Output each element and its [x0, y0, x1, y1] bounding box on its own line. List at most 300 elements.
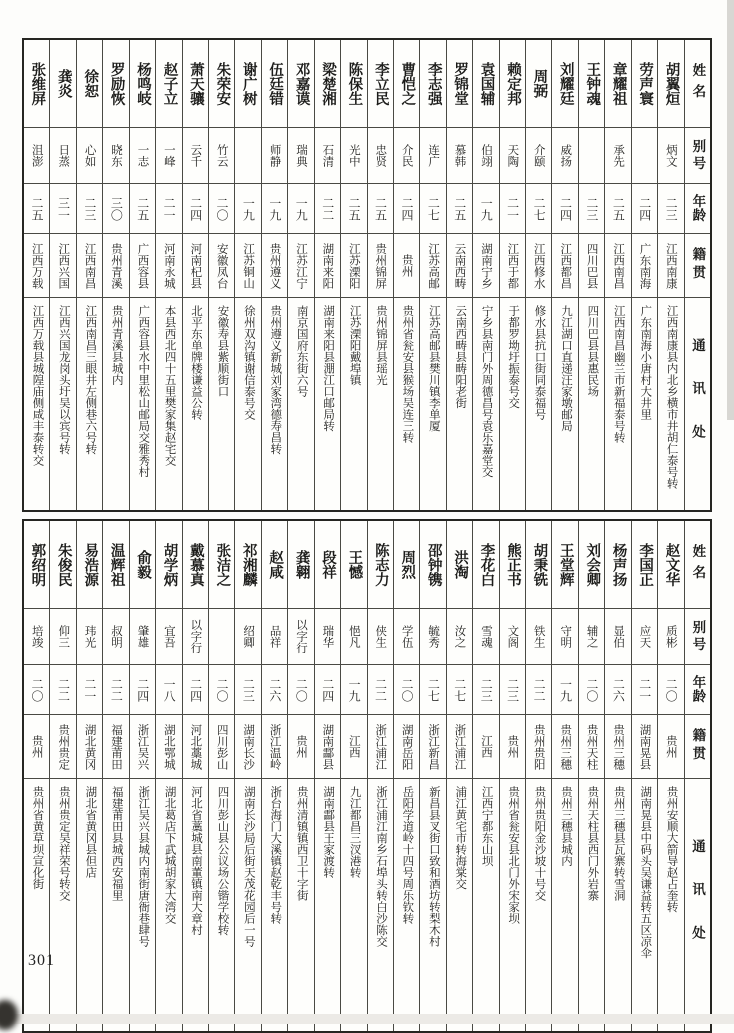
scan-artifact-right-edge	[727, 0, 734, 420]
entry-column	[287, 521, 313, 1031]
address-cell: 湖南长沙局后街天茂花园后一号	[242, 786, 255, 947]
name-cell: 劳声寰	[632, 40, 657, 128]
entry-column	[525, 521, 551, 1031]
address-cell: 江西兴国龙岗头圩吴以宾号转	[57, 305, 70, 455]
name-cell: 赵咸	[262, 521, 287, 609]
name-cell: 李立民	[368, 40, 393, 128]
entry-column	[604, 40, 630, 510]
age-cell: 二〇	[658, 665, 683, 715]
header-native: 籍贯	[685, 715, 710, 779]
name-cell: 胡翼烜	[658, 40, 683, 128]
name-cell: 张洁之	[209, 521, 234, 609]
address-cell: 浙江浦江南乡石埠头转白沙陈交	[374, 786, 387, 947]
entry-column	[340, 521, 366, 1031]
entry-column	[367, 40, 393, 510]
alt-name-cell: 竹云	[209, 128, 234, 184]
name-cell: 邵钟镌	[420, 521, 445, 609]
address-cell: 贵州青溪县城内	[110, 305, 123, 386]
age-cell: 二四	[552, 184, 577, 234]
header-age: 年龄	[685, 184, 710, 234]
alt-name-cell: 学伍	[394, 609, 419, 665]
entry-column	[234, 521, 260, 1031]
entry-column	[314, 40, 340, 510]
alt-name-cell: 介民	[394, 128, 419, 184]
address-cell: 贵州锦屏县瑶光	[374, 305, 387, 386]
age-cell: 二五	[341, 184, 366, 234]
alt-name-cell: 一峰	[156, 128, 181, 184]
native-place-cell: 贵州天柱	[579, 715, 604, 779]
native-place-cell: 浙江浦江	[447, 715, 472, 779]
name-cell: 胡学炳	[156, 521, 181, 609]
address-cell: 新昌县叉街口致和酒坊转梨木村	[427, 786, 440, 947]
name-cell: 赵子立	[156, 40, 181, 128]
age-cell: 二一	[632, 665, 657, 715]
entry-column	[24, 40, 49, 510]
native-place-cell: 湖南长沙	[235, 715, 260, 779]
scan-artifact-bottom-edge	[0, 1014, 734, 1024]
age-cell: 一九	[552, 665, 577, 715]
age-cell: 二一	[500, 184, 525, 234]
header-address: 通讯处	[690, 338, 706, 468]
alt-name-cell: 守明	[552, 609, 577, 665]
age-cell: 一九	[262, 184, 287, 234]
age-cell: 三一	[50, 184, 75, 234]
name-cell: 祁湘麟	[235, 521, 260, 609]
page-number: 301	[28, 952, 55, 969]
address-cell: 贵州省瓮安县猴场吴连三转	[401, 305, 414, 443]
age-cell: 二二	[368, 665, 393, 715]
native-place-cell: 四川彭山	[209, 715, 234, 779]
entry-column	[208, 40, 234, 510]
native-place-cell: 江西南康	[658, 234, 683, 298]
name-cell: 刘会卿	[579, 521, 604, 609]
alt-name-cell: 沮澎	[24, 128, 49, 184]
address-cell: 徐州双沟镇谢信泰号交	[242, 305, 255, 420]
address-cell: 本县西北四十五里樊家集赵宅交	[163, 305, 176, 466]
address-cell: 贵州贵定吴祥荣号转交	[57, 786, 70, 901]
directory-table-bottom	[22, 519, 712, 1033]
native-place-cell: 江西兴国	[50, 234, 75, 298]
entry-column	[234, 40, 260, 510]
header-address: 通讯处	[690, 839, 706, 969]
name-cell: 熊正书	[500, 521, 525, 609]
age-cell: 二〇	[209, 665, 234, 715]
name-cell: 杨声扬	[605, 521, 630, 609]
address-cell: 浦江黄宅市转海棠交	[454, 786, 467, 890]
native-place-cell: 江苏高邮	[420, 234, 445, 298]
alt-name-cell: 肇雄	[130, 609, 155, 665]
native-place-cell: 贵州三穗	[605, 715, 630, 779]
name-cell: 陈志力	[368, 521, 393, 609]
address-cell: 安徽寿县紫顺街口	[216, 305, 229, 397]
address-cell: 浙台海门大溪镇赵乾丰号转	[269, 786, 282, 924]
age-cell: 一九	[473, 184, 498, 234]
native-place-cell: 浙江浦江	[368, 715, 393, 779]
alt-name-cell: 介颐	[526, 128, 551, 184]
native-place-cell: 贵州贵定	[50, 715, 75, 779]
address-cell: 九江湖口直递汪家墩邮局	[559, 305, 572, 432]
entry-column	[287, 40, 313, 510]
scan-artifact-corner-smudge	[0, 1000, 18, 1030]
native-place-cell: 广西容县	[130, 234, 155, 298]
address-cell: 广东南海小唐村大井里	[639, 305, 652, 420]
alt-name-cell: 炳文	[658, 128, 683, 184]
name-cell: 罗锦堂	[447, 40, 472, 128]
native-place-cell: 浙江新昌	[420, 715, 445, 779]
header-age: 年龄	[685, 665, 710, 715]
age-cell: 二〇	[394, 665, 419, 715]
address-cell: 贵州贵阳金沙坡十号交	[533, 786, 546, 901]
header-name: 姓名	[685, 40, 710, 128]
entry-column	[208, 521, 234, 1031]
age-cell: 二五	[130, 184, 155, 234]
native-place-cell: 贵州青溪	[103, 234, 128, 298]
alt-name-cell: 品祥	[262, 609, 287, 665]
name-cell: 戴慕真	[183, 521, 208, 609]
address-cell: 江苏溧阳戴埠镇	[348, 305, 361, 386]
alt-name-cell: 一志	[130, 128, 155, 184]
address-cell: 湖南晃县中码头吴谦益转五区凉伞	[639, 786, 652, 959]
entry-column	[419, 521, 445, 1031]
address-cell: 贵州清镇镇西卫十字街	[295, 786, 308, 901]
age-cell: 二七	[420, 665, 445, 715]
name-cell: 王钟魂	[579, 40, 604, 128]
alt-name-cell: 伯翊	[473, 128, 498, 184]
address-cell: 广西容县水中里松山邮局交雅秀村	[137, 305, 150, 478]
name-cell: 赖定邦	[500, 40, 525, 128]
address-cell: 湖南来阳县淜江口邮局转	[322, 305, 335, 432]
alt-name-cell: 以字行	[288, 609, 313, 665]
address-cell: 岳阳学道岭十四号周乐钦转	[401, 786, 414, 924]
name-cell: 李志强	[420, 40, 445, 128]
entry-column	[499, 40, 525, 510]
entry-column	[446, 521, 472, 1031]
alt-name-cell: 承先	[605, 128, 630, 184]
entry-column	[155, 521, 181, 1031]
name-cell: 邓嘉谟	[288, 40, 313, 128]
header-alt: 别号	[685, 128, 710, 184]
address-cell: 贵州遵义新城刘家湾德寿昌转	[269, 305, 282, 455]
name-cell: 杨鸣岐	[130, 40, 155, 128]
entry-column	[182, 40, 208, 510]
entry-column	[446, 40, 472, 510]
age-cell: 二二	[315, 184, 340, 234]
address-cell: 河北省藁城县南董镇南大章村	[190, 786, 203, 936]
alt-name-cell	[209, 609, 234, 665]
address-cell: 四川彭山县公议场公锴学校转	[216, 786, 229, 936]
address-cell: 湖北葛店下武城胡家大湾交	[163, 786, 176, 924]
entry-column	[657, 521, 683, 1031]
alt-name-cell: 显伯	[605, 609, 630, 665]
native-place-cell: 江苏溧阳	[341, 234, 366, 298]
entry-column	[261, 521, 287, 1031]
age-cell: 三〇	[103, 184, 128, 234]
entry-column	[102, 521, 128, 1031]
name-cell: 赵文华	[658, 521, 683, 609]
age-cell: 二四	[394, 184, 419, 234]
address-cell: 福建莆田县城西安福里	[110, 786, 123, 901]
alt-name-cell: 侠生	[368, 609, 393, 665]
name-cell: 王憾	[341, 521, 366, 609]
name-cell: 萧天骧	[183, 40, 208, 128]
name-cell: 伍廷错	[262, 40, 287, 128]
age-cell: 二一	[77, 665, 102, 715]
native-place-cell: 湖北鄂城	[156, 715, 181, 779]
name-cell: 龚翱	[288, 521, 313, 609]
age-cell: 二四	[183, 665, 208, 715]
native-place-cell: 湖南来阳	[315, 234, 340, 298]
age-cell: 二三	[235, 665, 260, 715]
alt-name-cell: 晓东	[103, 128, 128, 184]
native-place-cell: 江西	[341, 715, 366, 779]
address-cell: 云南西畴县畴阳老街	[454, 305, 467, 409]
native-place-cell: 贵州	[394, 234, 419, 298]
header-native: 籍贯	[685, 234, 710, 298]
alt-name-cell: 日蒸	[50, 128, 75, 184]
age-cell: 二四	[632, 184, 657, 234]
entry-column	[631, 521, 657, 1031]
address-cell: 贵州省瓮安县北门外宋家坝	[507, 786, 520, 924]
address-cell: 于都罗坳圩振泰号交	[507, 305, 520, 409]
alt-name-cell: 仰三	[50, 609, 75, 665]
address-cell: 湖南酃县王家渡转	[322, 786, 335, 878]
alt-name-cell: 质彬	[658, 609, 683, 665]
native-place-cell: 湖南岳阳	[394, 715, 419, 779]
address-cell: 浙江吴兴县城内南街唐衙巷肆号	[137, 786, 150, 947]
age-cell: 二一	[156, 184, 181, 234]
name-cell: 周弼	[526, 40, 551, 128]
native-place-cell: 贵州三穗	[552, 715, 577, 779]
entry-column	[499, 521, 525, 1031]
name-cell: 刘耀廷	[552, 40, 577, 128]
name-cell: 朱俊民	[50, 521, 75, 609]
header-name: 姓名	[685, 521, 710, 609]
alt-name-cell: 玮光	[77, 609, 102, 665]
alt-name-cell: 忠贤	[368, 128, 393, 184]
age-cell: 二二	[103, 665, 128, 715]
entry-column	[604, 521, 630, 1031]
alt-name-cell: 光中	[341, 128, 366, 184]
native-place-cell: 河南杞县	[183, 234, 208, 298]
name-cell: 罗励恢	[103, 40, 128, 128]
native-place-cell: 贵州遵义	[262, 234, 287, 298]
entry-column	[102, 40, 128, 510]
native-place-cell: 贵州	[288, 715, 313, 779]
native-place-cell: 贵州	[658, 715, 683, 779]
alt-name-cell: 威扬	[552, 128, 577, 184]
alt-name-cell: 雪魂	[473, 609, 498, 665]
native-place-cell: 湖南晃县	[632, 715, 657, 779]
directory-page	[22, 38, 712, 1033]
age-cell: 二二	[526, 665, 551, 715]
name-cell: 王堂辉	[552, 521, 577, 609]
age-cell: 二四	[315, 665, 340, 715]
directory-table-top	[22, 38, 712, 512]
age-cell: 一九	[341, 665, 366, 715]
age-cell: 二七	[447, 665, 472, 715]
native-place-cell: 湖北黄冈	[77, 715, 102, 779]
name-cell: 李花白	[473, 521, 498, 609]
native-place-cell: 江西南昌	[77, 234, 102, 298]
native-place-cell: 贵州贵阳	[526, 715, 551, 779]
entry-column	[129, 40, 155, 510]
alt-name-cell: 师静	[262, 128, 287, 184]
address-cell: 贵州三穗县瓦寨转雪洞	[612, 786, 625, 901]
name-cell: 易浩源	[77, 521, 102, 609]
alt-name-cell: 悒凡	[341, 609, 366, 665]
entry-column	[129, 521, 155, 1031]
address-cell: 四川巴县县惠民场	[586, 305, 599, 397]
address-cell: 江西宁都东山坝	[480, 786, 493, 867]
native-place-cell: 安徽凤台	[209, 234, 234, 298]
native-place-cell: 湖南宁乡	[473, 234, 498, 298]
native-place-cell: 福建莆田	[103, 715, 128, 779]
age-cell: 二七	[526, 184, 551, 234]
age-cell: 二三	[500, 665, 525, 715]
name-cell: 陈保生	[341, 40, 366, 128]
native-place-cell: 浙江吴兴	[130, 715, 155, 779]
native-place-cell: 江苏江宁	[288, 234, 313, 298]
entry-column	[472, 521, 498, 1031]
address-cell: 江西南康县内北乡横市井胡仁泰号转	[665, 305, 678, 489]
age-cell: 一九	[288, 184, 313, 234]
name-cell: 谢广树	[235, 40, 260, 128]
name-cell: 李国正	[632, 521, 657, 609]
age-cell: 二三	[77, 184, 102, 234]
alt-name-cell: 铁生	[526, 609, 551, 665]
age-cell: 二五	[605, 184, 630, 234]
native-place-cell: 江西于都	[500, 234, 525, 298]
address-cell: 贵州三穗县城内	[559, 786, 572, 867]
entry-column	[657, 40, 683, 510]
age-cell: 二四	[130, 665, 155, 715]
entry-column	[631, 40, 657, 510]
address-cell: 九江都昌三汊港转	[348, 786, 361, 878]
entry-column	[314, 521, 340, 1031]
name-cell: 徐恕	[77, 40, 102, 128]
address-cell: 江西南昌幽兰市新福泰号转	[612, 305, 625, 443]
name-cell: 洪淘	[447, 521, 472, 609]
address-cell: 宁乡县南门外周德昌号袁乐嘉堂交	[480, 305, 493, 478]
name-cell: 曹恺之	[394, 40, 419, 128]
alt-name-cell: 天陶	[500, 128, 525, 184]
native-place-cell: 贵州	[500, 715, 525, 779]
table-header-column	[684, 40, 710, 510]
address-cell: 北平东单牌楼谦益公转	[190, 305, 203, 420]
age-cell: 二〇	[579, 665, 604, 715]
alt-name-cell: 慕韩	[447, 128, 472, 184]
name-cell: 郭绍明	[24, 521, 49, 609]
alt-name-cell: 瑞典	[288, 128, 313, 184]
name-cell: 龚炎	[50, 40, 75, 128]
entry-column	[49, 40, 75, 510]
age-cell: 二二	[50, 665, 75, 715]
entry-column	[393, 521, 419, 1031]
alt-name-cell: 辅之	[579, 609, 604, 665]
native-place-cell: 江西南昌	[605, 234, 630, 298]
entry-column	[261, 40, 287, 510]
alt-name-cell: 心如	[77, 128, 102, 184]
name-cell: 朱荣安	[209, 40, 234, 128]
native-place-cell: 贵州	[24, 715, 49, 779]
alt-name-cell: 应天	[632, 609, 657, 665]
native-place-cell: 河北藁城	[183, 715, 208, 779]
address-cell: 江西万载县城隍庙侧咸丰泰转交	[31, 305, 44, 466]
age-cell: 二三	[473, 665, 498, 715]
native-place-cell: 云南西畴	[447, 234, 472, 298]
native-place-cell: 浙江温岭	[262, 715, 287, 779]
entry-column	[472, 40, 498, 510]
alt-name-cell: 石清	[315, 128, 340, 184]
entry-column	[551, 40, 577, 510]
name-cell: 梁楚湘	[315, 40, 340, 128]
age-cell: 二五	[447, 184, 472, 234]
native-place-cell: 江西修水	[526, 234, 551, 298]
native-place-cell: 江西都昌	[552, 234, 577, 298]
age-cell: 二四	[183, 184, 208, 234]
header-alt: 别号	[685, 609, 710, 665]
alt-name-cell: 汝之	[447, 609, 472, 665]
address-cell: 贵州安顺大箭导赵占奎转	[665, 786, 678, 913]
address-cell: 南京国府东街六号	[295, 305, 308, 397]
name-cell: 段祥	[315, 521, 340, 609]
alt-name-cell: 培竣	[24, 609, 49, 665]
alt-name-cell: 文阁	[500, 609, 525, 665]
address-cell: 湖北省黄冈县但店	[84, 786, 97, 878]
table-header-column	[684, 521, 710, 1031]
entry-column	[76, 521, 102, 1031]
alt-name-cell: 毓秀	[420, 609, 445, 665]
name-cell: 章耀祖	[605, 40, 630, 128]
address-cell: 江西南昌三眼井左侧巷六号转	[84, 305, 97, 455]
age-cell: 二〇	[24, 665, 49, 715]
age-cell: 二〇	[288, 665, 313, 715]
age-cell: 二七	[420, 184, 445, 234]
native-place-cell: 江西万载	[24, 234, 49, 298]
entry-column	[525, 40, 551, 510]
name-cell: 周烈	[394, 521, 419, 609]
native-place-cell: 四川巴县	[579, 234, 604, 298]
entry-column	[155, 40, 181, 510]
entry-column	[551, 521, 577, 1031]
alt-name-cell: 云千	[183, 128, 208, 184]
native-place-cell: 广东南海	[632, 234, 657, 298]
age-cell: 一九	[235, 184, 260, 234]
name-cell: 温辉祖	[103, 521, 128, 609]
native-place-cell: 河南永城	[156, 234, 181, 298]
age-cell: 二〇	[209, 184, 234, 234]
address-cell: 江苏高邮县樊川镇李单厦	[427, 305, 440, 432]
age-cell: 二六	[262, 665, 287, 715]
name-cell: 张维屏	[24, 40, 49, 128]
age-cell: 一八	[156, 665, 181, 715]
entry-column	[367, 521, 393, 1031]
native-place-cell: 江苏铜山	[235, 234, 260, 298]
entry-column	[419, 40, 445, 510]
alt-name-cell: 宜吾	[156, 609, 181, 665]
entry-column	[76, 40, 102, 510]
alt-name-cell	[579, 128, 604, 184]
native-place-cell: 江西	[473, 715, 498, 779]
alt-name-cell: 连广	[420, 128, 445, 184]
alt-name-cell: 瑞华	[315, 609, 340, 665]
native-place-cell: 贵州锦屏	[368, 234, 393, 298]
entry-column	[182, 521, 208, 1031]
age-cell: 二五	[24, 184, 49, 234]
alt-name-cell: 绍卿	[235, 609, 260, 665]
entry-column	[393, 40, 419, 510]
entry-column	[578, 40, 604, 510]
